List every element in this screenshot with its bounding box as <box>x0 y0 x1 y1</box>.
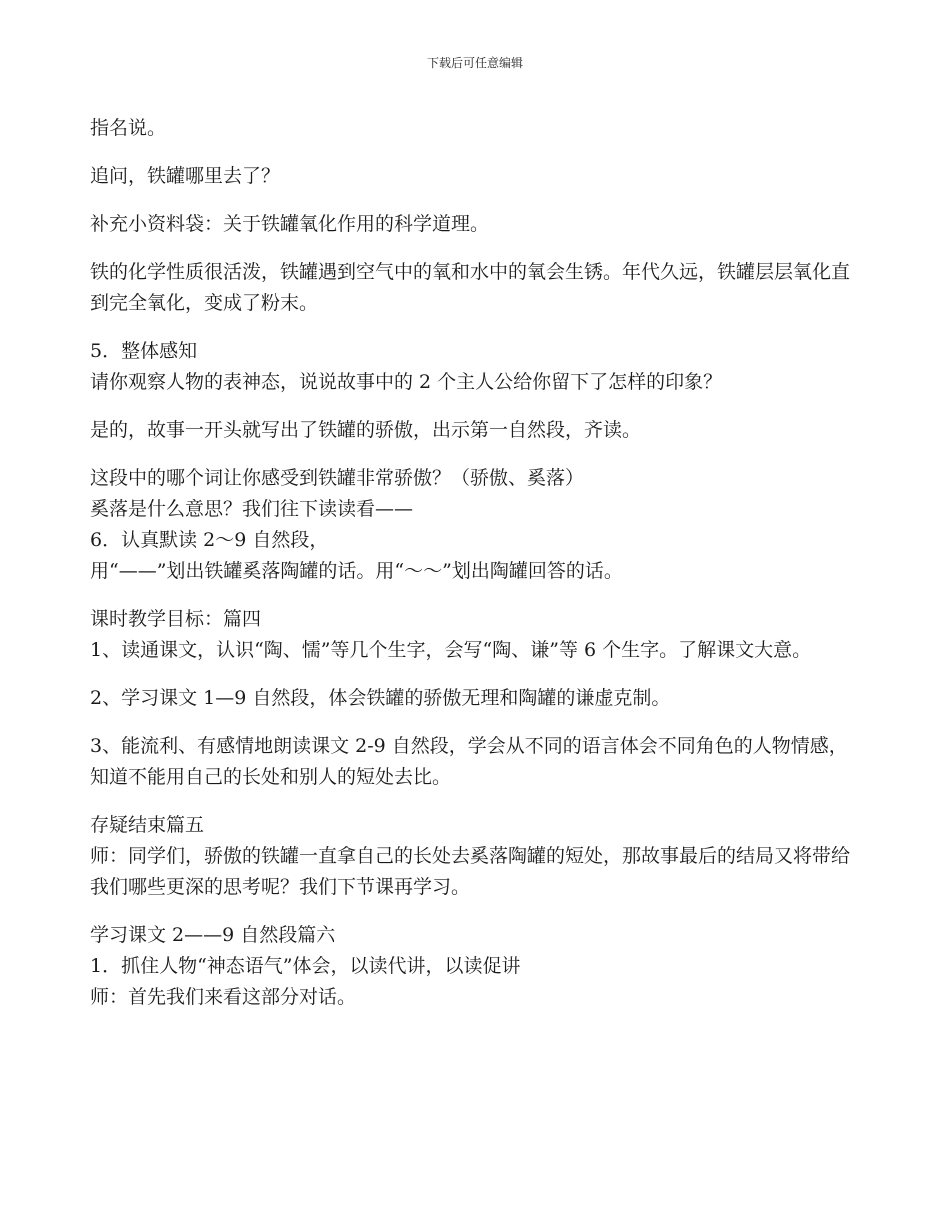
paragraph: 是的，故事一开头就写出了铁罐的骄傲，出示第一自然段，齐读。 <box>90 419 642 441</box>
paragraph: 2、学习课文 1—9 自然段，体会铁罐的骄傲无理和陶罐的谦虚克制。 <box>90 687 671 709</box>
paragraph: 用“——”划出铁罐奚落陶罐的话。用“～～”划出陶罐回答的话。 <box>90 560 623 582</box>
paragraph: 6．认真默读 2～9 自然段， <box>90 529 329 551</box>
paragraph: 师：首先我们来看这部分对话。 <box>90 986 357 1008</box>
paragraph: 3、能流利、有感情地朗读课文 2-9 自然段，学会从不同的语言体会不同角色的人物情感，知道不能用自己的长处和别人的短处去比。 <box>90 735 848 788</box>
document-body <box>90 113 865 1013</box>
paragraph: 课时教学目标：篇四 <box>90 608 262 630</box>
paragraph: 铁的化学性质很活泼，铁罐遇到空气中的氧和水中的氧会生锈。年代久远，铁罐层层氧化直到完全氧化，变成了粉末。 <box>90 261 851 314</box>
paragraph: 请你观察人物的表神态，说说故事中的 2 个主人公给你留下了怎样的印象？ <box>90 371 723 393</box>
page-header: 下载后可任意编辑 <box>426 56 523 70</box>
paragraph: 师：同学们，骄傲的铁罐一直拿自己的长处去奚落陶罐的短处，那故事最后的结局又将带给我们哪些更深的思考呢？我们下节课再学习。 <box>90 845 851 898</box>
paragraph: 这段中的哪个词让你感受到铁罐非常骄傲？（骄傲、奚落） <box>90 467 585 489</box>
paragraph: 5．整体感知 <box>90 340 198 362</box>
paragraph: 学习课文 2——9 自然段篇六 <box>90 924 336 946</box>
paragraph: 指名说。 <box>90 117 167 139</box>
paragraph: 1．抓住人物“神态语气”体会，以读代讲，以读促讲 <box>90 955 521 977</box>
paragraph: 追问，铁罐哪里去了？ <box>90 165 281 187</box>
paragraph: 存疑结束篇五 <box>90 814 205 836</box>
paragraph: 补充小资料袋：关于铁罐氧化作用的科学道理。 <box>90 213 490 235</box>
paragraph: 1、读通课文，认识“陶、懦”等几个生字，会写“陶、谦”等 6 个生字。了解课文大意。 <box>90 639 812 661</box>
paragraph: 奚落是什么意思？我们往下读读看—— <box>90 498 414 520</box>
